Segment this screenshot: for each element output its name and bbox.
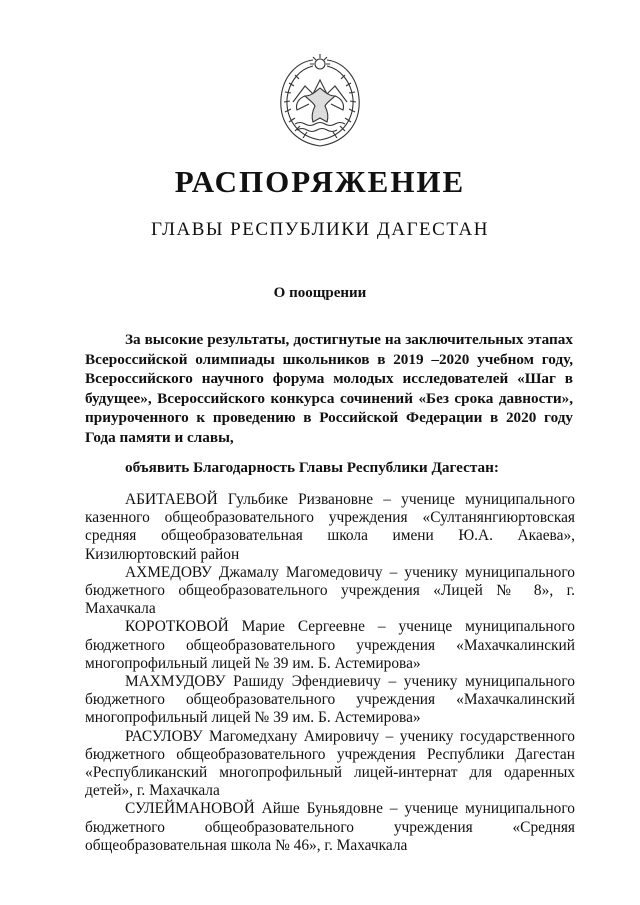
awardee-item: МАХМУДОВУ Рашиду Эфендиевичу – ученику муниципального бюджетного общеобразовательного учреждения «Махачкалинский многопрофильный лицей № 39 им. Б. Астемирова»: [85, 673, 575, 727]
page-title: РАСПОРЯЖЕНИЕ: [174, 164, 466, 199]
issuer-subtitle: ГЛАВЫ РЕСПУБЛИКИ ДАГЕСТАН: [151, 219, 489, 240]
document-subject: О поощрении: [273, 285, 367, 301]
preamble-paragraph: За высокие результаты, достигнутые на заключительных этапах Всероссийской олимпиады школьников в 2019 –2020 учебном году, Всероссийского научного форума молодых исследователей «Шаг в будущее», Всероссийского конкурса сочинений «Без срока давности», приуроченного к проведению в Российской Федерации в 2020 году Года памяти и славы,: [85, 331, 573, 446]
awardee-list: [85, 491, 575, 855]
awardee-item: АБИТАЕВОЙ Гульбике Ризвановне – ученице муниципального казенного общеобразовательного учреждения «Султанянгиюртовская средняя общеобразовательная школа имени Ю.А. Акаева», Кизилюртовский район: [85, 491, 575, 563]
awardee-item: АХМЕДОВУ Джамалу Магомедовичу – ученику муниципального бюджетного общеобразовательного учреждения «Лицей № 8», г. Махачкала: [85, 563, 575, 618]
awardee-item: КОРОТКОВОЙ Марие Сергеевне – ученице муниципального бюджетного общеобразовательного учреждения «Махачкалинский многопрофильный лицей № 39 им. Б. Астемирова»: [85, 618, 575, 672]
dagestan-coat-of-arms-icon: [275, 52, 365, 148]
awardee-item: СУЛЕЙМАНОВОЙ Айше Буньядовне – ученице муниципального бюджетного общеобразовательного учреждения «Средняя общеобразовательная школа № 46», г. Махачкала: [85, 800, 575, 854]
announcement-line: объявить Благодарность Главы Республики Дагестан:: [125, 459, 499, 476]
awardee-item: РАСУЛОВУ Магомедхану Амировичу – ученику государственного бюджетного общеобразовательного учреждения Республики Дагестан «Республиканский многопрофильный лицей-интернат для одаренных детей», г. Махачкала: [85, 727, 575, 800]
